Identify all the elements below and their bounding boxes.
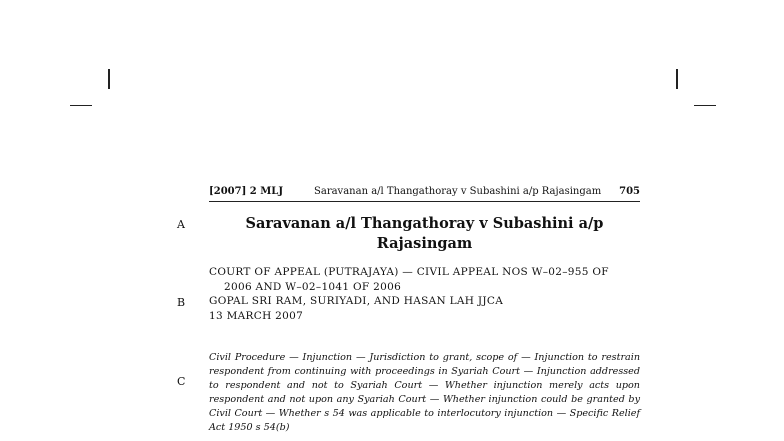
header-rule	[209, 201, 640, 202]
page-number: 705	[619, 186, 640, 197]
margin-letter-b: B	[177, 296, 186, 309]
header-citation: [2007] 2 MLJ	[209, 186, 284, 197]
court-line-1: COURT OF APPEAL (PUTRAJAYA) — CIVIL APPEAL NOS W–02–955 OF	[209, 266, 609, 278]
margin-letter-c: C	[177, 375, 186, 388]
crop-mark-top-left-vertical	[108, 69, 110, 89]
crop-mark-right-horizontal	[694, 105, 716, 106]
header-case-name: Saravanan a/l Thangathoray v Subashini a/p Rajasingam	[314, 186, 602, 197]
crop-mark-left-horizontal	[70, 105, 92, 106]
court-line-2: 2006 AND W–02–1041 OF 2006	[224, 280, 402, 293]
decision-date: 13 MARCH 2007	[209, 309, 304, 322]
judges: GOPAL SRI RAM, SURIYADI, AND HASAN LAH JJCA	[209, 295, 504, 307]
catchwords-paragraph: Civil Procedure — Injunction — Jurisdiction to grant, scope of — Injunction to restrain respondent from continuing with proceedings in Syariah Court — Injunction addressed to respondent and not to Syariah Court — Whether injunction merely acts upon respondent and not upon any Syariah Court — Whether injunction could be granted by Civil Court — Whether s 54 was applicable to interlocutory injunction — Specific Relief Act 1950 s 54(b)	[209, 352, 640, 433]
running-header	[209, 186, 640, 200]
crop-mark-top-right-vertical	[676, 69, 678, 89]
case-title: Saravanan a/l Thangathoray v Subashini a/p Rajasingam	[245, 215, 604, 252]
court-details	[209, 265, 640, 323]
margin-letter-a: A	[177, 218, 185, 231]
